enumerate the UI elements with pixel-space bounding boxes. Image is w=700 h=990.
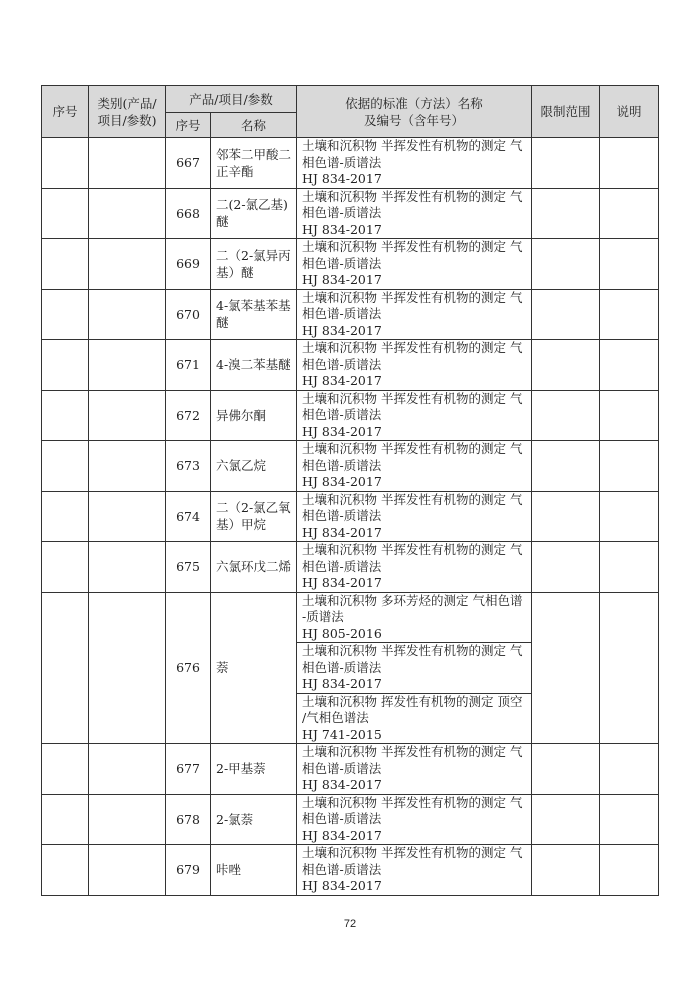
standard-line: 土壤和沉积物 半挥发性有机物的测定 气 bbox=[302, 491, 523, 507]
table-row bbox=[42, 542, 659, 593]
limit-cell bbox=[532, 340, 600, 391]
item-name: 2-甲基萘 bbox=[211, 744, 297, 795]
item-number: 672 bbox=[166, 390, 211, 441]
note-cell bbox=[600, 289, 659, 340]
limit-cell bbox=[532, 794, 600, 845]
standard-cell bbox=[297, 239, 532, 290]
note-cell bbox=[600, 542, 659, 593]
page-number: 72 bbox=[343, 918, 357, 930]
header-note: 说明 bbox=[600, 86, 659, 138]
table-row bbox=[42, 744, 659, 795]
table-row bbox=[42, 188, 659, 239]
seq-cell bbox=[42, 744, 89, 795]
header-sub-name: 名称 bbox=[211, 113, 297, 138]
seq-cell bbox=[42, 592, 89, 744]
standard-line: 土壤和沉积物 半挥发性有机物的测定 气 bbox=[302, 239, 523, 254]
standard-line: HJ 834-2017 bbox=[302, 575, 382, 590]
item-name: 4-溴二苯基醚 bbox=[211, 340, 297, 391]
item-number: 667 bbox=[166, 138, 211, 189]
item-name: 二（2-氯异丙基）醚 bbox=[211, 239, 297, 290]
header-category: 类别(产品/项目/参数) bbox=[89, 86, 166, 138]
limit-cell bbox=[532, 138, 600, 189]
seq-cell bbox=[42, 340, 89, 391]
standard-line: 土壤和沉积物 半挥发性有机物的测定 气 bbox=[302, 340, 523, 355]
standard-line: HJ 834-2017 bbox=[302, 676, 382, 691]
standard-line: 相色谱-质谱法 bbox=[302, 306, 382, 321]
item-number: 675 bbox=[166, 542, 211, 593]
item-number: 677 bbox=[166, 744, 211, 795]
standard-line: 土壤和沉积物 半挥发性有机物的测定 气 bbox=[302, 542, 523, 557]
standard-line: HJ 834-2017 bbox=[302, 171, 382, 186]
standard-line: 相色谱-质谱法 bbox=[302, 154, 382, 170]
standard-line: 相色谱-质谱法 bbox=[302, 457, 382, 473]
standard-line: HJ 834-2017 bbox=[302, 322, 382, 338]
limit-cell bbox=[532, 542, 600, 593]
table-row bbox=[42, 138, 659, 189]
table-body bbox=[42, 138, 659, 896]
category-cell bbox=[89, 592, 166, 744]
table-row bbox=[42, 340, 659, 391]
note-cell bbox=[600, 845, 659, 896]
standard-line: 相色谱-质谱法 bbox=[302, 760, 382, 776]
standard-line: HJ 834-2017 bbox=[302, 474, 382, 489]
item-name: 4-氯苯基苯基醚 bbox=[211, 289, 297, 340]
limit-cell bbox=[532, 491, 600, 542]
category-cell bbox=[89, 794, 166, 845]
item-name: 萘 bbox=[211, 592, 297, 744]
limit-cell bbox=[532, 390, 600, 441]
limit-cell bbox=[532, 845, 600, 896]
standard-line: -质谱法 bbox=[302, 609, 344, 624]
standard-line: HJ 834-2017 bbox=[302, 423, 382, 439]
item-number: 678 bbox=[166, 794, 211, 845]
item-number: 671 bbox=[166, 340, 211, 391]
table-row bbox=[42, 239, 659, 290]
limit-cell bbox=[532, 188, 600, 239]
standard-cell bbox=[297, 390, 532, 441]
note-cell bbox=[600, 441, 659, 492]
note-cell bbox=[600, 744, 659, 795]
item-name: 六氯环戊二烯 bbox=[211, 542, 297, 593]
standard-line: 土壤和沉积物 半挥发性有机物的测定 气 bbox=[302, 390, 523, 406]
limit-cell bbox=[532, 592, 600, 744]
standard-line: 相色谱-质谱法 bbox=[302, 861, 382, 877]
standard-line: 相色谱-质谱法 bbox=[302, 356, 382, 372]
standard-line: 土壤和沉积物 挥发性有机物的测定 顶空 bbox=[302, 693, 523, 709]
standard-line: 土壤和沉积物 半挥发性有机物的测定 气 bbox=[302, 744, 523, 759]
seq-cell bbox=[42, 289, 89, 340]
standard-cell bbox=[297, 693, 532, 744]
item-name: 咔唑 bbox=[211, 845, 297, 896]
standard-line: 土壤和沉积物 半挥发性有机物的测定 气 bbox=[302, 289, 523, 305]
standard-cell bbox=[297, 845, 532, 896]
item-number: 679 bbox=[166, 845, 211, 896]
item-name: 二（2-氯乙氧基）甲烷 bbox=[211, 491, 297, 542]
category-cell bbox=[89, 542, 166, 593]
standard-cell bbox=[297, 138, 532, 189]
item-name: 异佛尔酮 bbox=[211, 390, 297, 441]
item-number: 669 bbox=[166, 239, 211, 290]
item-name: 六氯乙烷 bbox=[211, 441, 297, 492]
standard-line: 相色谱-质谱法 bbox=[302, 407, 382, 422]
item-name: 二(2-氯乙基)醚 bbox=[211, 188, 297, 239]
note-cell bbox=[600, 794, 659, 845]
category-cell bbox=[89, 845, 166, 896]
standard-line: HJ 834-2017 bbox=[302, 777, 382, 792]
header-standard-line2: 及编号（含年号） bbox=[363, 112, 464, 128]
seq-cell bbox=[42, 542, 89, 593]
header-standard-line1: 依据的标准（方法）名称 bbox=[345, 95, 483, 111]
note-cell bbox=[600, 390, 659, 441]
standard-line: 相色谱-质谱法 bbox=[302, 205, 382, 220]
header-sub-seq: 序号 bbox=[166, 113, 211, 138]
note-cell bbox=[600, 188, 659, 239]
standard-line: 土壤和沉积物 半挥发性有机物的测定 气 bbox=[302, 188, 523, 204]
seq-cell bbox=[42, 138, 89, 189]
category-cell bbox=[89, 491, 166, 542]
note-cell bbox=[600, 239, 659, 290]
standard-line: 相色谱-质谱法 bbox=[302, 811, 382, 826]
header-standard bbox=[297, 86, 532, 138]
note-cell bbox=[600, 138, 659, 189]
standard-line: HJ 741-2015 bbox=[302, 726, 382, 742]
standard-line: HJ 805-2016 bbox=[302, 625, 382, 641]
standard-line: /气相色谱法 bbox=[302, 710, 369, 725]
standard-line: 土壤和沉积物 半挥发性有机物的测定 气 bbox=[302, 845, 523, 860]
standard-line: 相色谱-质谱法 bbox=[302, 508, 382, 523]
standard-cell bbox=[297, 794, 532, 845]
category-cell bbox=[89, 340, 166, 391]
header-limit: 限制范围 bbox=[532, 86, 600, 138]
category-cell bbox=[89, 188, 166, 239]
standard-line: HJ 834-2017 bbox=[302, 373, 382, 388]
header-seq: 序号 bbox=[42, 86, 89, 138]
standard-cell bbox=[297, 491, 532, 542]
table-row bbox=[42, 390, 659, 441]
standard-cell bbox=[297, 744, 532, 795]
seq-cell bbox=[42, 491, 89, 542]
table-row bbox=[42, 441, 659, 492]
category-cell bbox=[89, 239, 166, 290]
category-cell bbox=[89, 441, 166, 492]
standard-line: HJ 834-2017 bbox=[302, 827, 382, 843]
header-product-group: 产品/项目/参数 bbox=[166, 86, 297, 113]
standard-cell bbox=[297, 441, 532, 492]
item-name: 2-氯萘 bbox=[211, 794, 297, 845]
category-cell bbox=[89, 138, 166, 189]
standard-line: 相色谱-质谱法 bbox=[302, 255, 382, 271]
seq-cell bbox=[42, 239, 89, 290]
standard-line: 土壤和沉积物 多环芳烃的测定 气相色谱 bbox=[302, 592, 523, 608]
seq-cell bbox=[42, 845, 89, 896]
standard-cell bbox=[297, 592, 532, 643]
limit-cell bbox=[532, 239, 600, 290]
standard-line: HJ 834-2017 bbox=[302, 272, 382, 287]
item-number: 673 bbox=[166, 441, 211, 492]
standard-line: 土壤和沉积物 半挥发性有机物的测定 气 bbox=[302, 441, 523, 456]
category-cell bbox=[89, 390, 166, 441]
standard-cell bbox=[297, 188, 532, 239]
note-cell bbox=[600, 592, 659, 744]
table-row bbox=[42, 845, 659, 896]
standard-line: 相色谱-质谱法 bbox=[302, 659, 382, 675]
category-cell bbox=[89, 289, 166, 340]
standard-line: 土壤和沉积物 半挥发性有机物的测定 气 bbox=[302, 794, 523, 810]
limit-cell bbox=[532, 441, 600, 492]
note-cell bbox=[600, 491, 659, 542]
standard-line: 土壤和沉积物 半挥发性有机物的测定 气 bbox=[302, 138, 523, 153]
standards-table bbox=[41, 85, 659, 896]
note-cell bbox=[600, 340, 659, 391]
seq-cell bbox=[42, 794, 89, 845]
item-number: 674 bbox=[166, 491, 211, 542]
standard-line: HJ 834-2017 bbox=[302, 524, 382, 540]
standard-line: 土壤和沉积物 半挥发性有机物的测定 气 bbox=[302, 643, 523, 658]
standard-line: HJ 834-2017 bbox=[302, 878, 382, 893]
item-number: 668 bbox=[166, 188, 211, 239]
seq-cell bbox=[42, 390, 89, 441]
standard-cell bbox=[297, 289, 532, 340]
standard-line: HJ 834-2017 bbox=[302, 221, 382, 237]
table-row bbox=[42, 592, 659, 643]
limit-cell bbox=[532, 289, 600, 340]
standard-cell bbox=[297, 340, 532, 391]
table-row bbox=[42, 289, 659, 340]
item-name: 邻苯二甲酸二正辛酯 bbox=[211, 138, 297, 189]
standard-line: 相色谱-质谱法 bbox=[302, 558, 382, 574]
limit-cell bbox=[532, 744, 600, 795]
seq-cell bbox=[42, 188, 89, 239]
standard-cell bbox=[297, 542, 532, 593]
table-row bbox=[42, 794, 659, 845]
item-number: 670 bbox=[166, 289, 211, 340]
category-cell bbox=[89, 744, 166, 795]
table-row bbox=[42, 491, 659, 542]
seq-cell bbox=[42, 441, 89, 492]
item-number: 676 bbox=[166, 592, 211, 744]
standard-cell bbox=[297, 643, 532, 694]
